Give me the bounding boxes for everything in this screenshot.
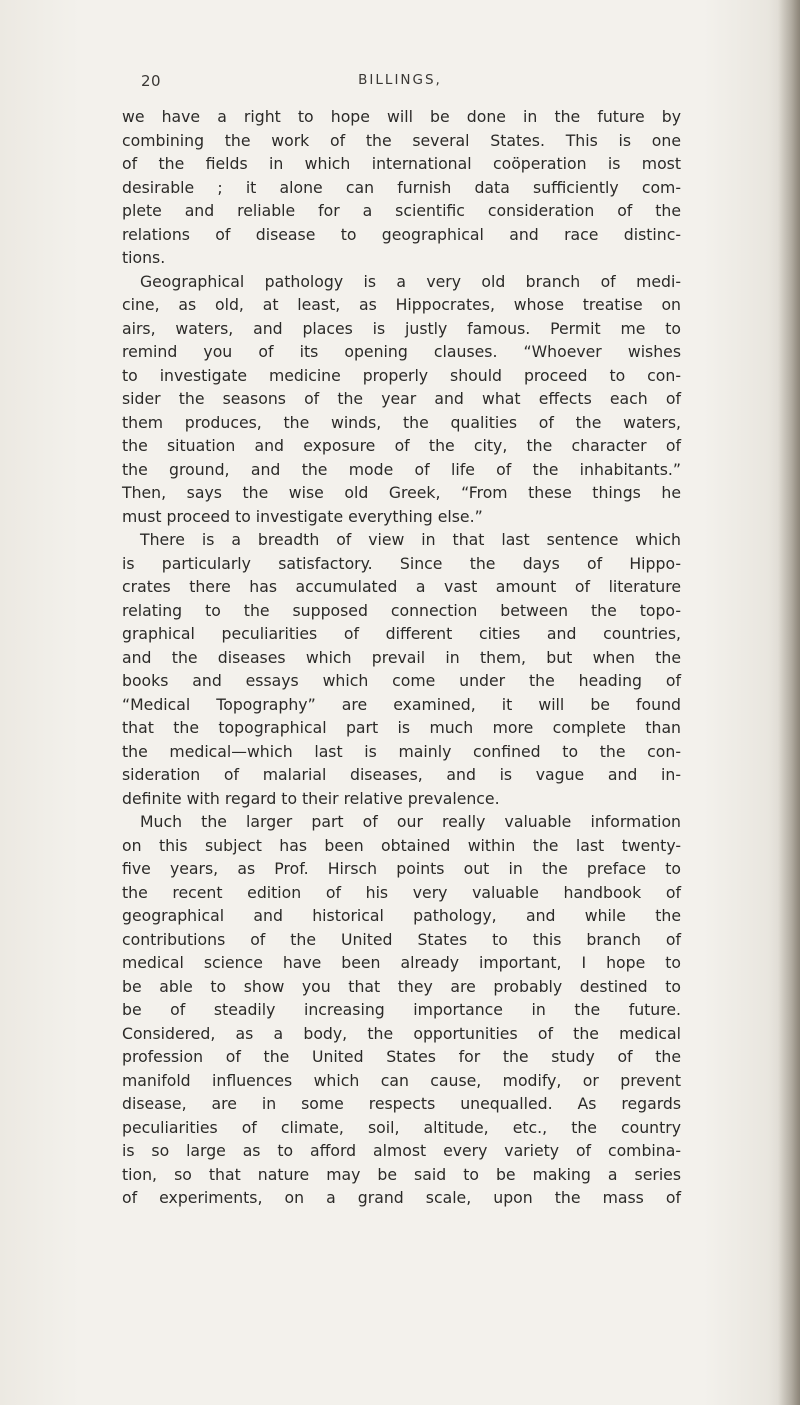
text-line: tions. bbox=[122, 248, 166, 267]
text-line: the recent edition of his very valuable handbook of bbox=[122, 882, 681, 902]
text-line: of the fields in which international coöperation is most bbox=[122, 154, 681, 173]
text-line: Considered, as a body, the opportunities of the medical bbox=[122, 1023, 681, 1043]
text-line: plete and reliable for a scientific consideration of the bbox=[122, 201, 681, 220]
text-line: relations of disease to geographical and race distinc- bbox=[122, 224, 681, 244]
text-line: sider the seasons of the year and what effects each of bbox=[122, 389, 681, 408]
text-line: graphical peculiarities of different cities and countries, bbox=[122, 624, 681, 643]
text-line: medical science have been already important, I hope to bbox=[122, 953, 681, 972]
text-line: crates there has accumulated a vast amount of literature bbox=[122, 577, 681, 596]
text-line: the situation and exposure of the city, the character of bbox=[122, 436, 681, 455]
text-line: and the diseases which prevail in them, but when the bbox=[122, 647, 681, 667]
text-line: them produces, the winds, the qualities of the waters, bbox=[122, 412, 681, 432]
text-line: There is a breadth of view in that last sentence which bbox=[140, 530, 681, 549]
text-line: relating to the supposed connection between the topo- bbox=[122, 600, 681, 620]
text-line: desirable ; it alone can furnish data sufficiently com- bbox=[122, 177, 681, 197]
page-header bbox=[0, 72, 800, 96]
text-line: tion, so that nature may be said to be making a series bbox=[122, 1164, 681, 1184]
text-line: we have a right to hope will be done in the future by bbox=[122, 107, 681, 126]
text-line: Much the larger part of our really valuable information bbox=[140, 812, 681, 831]
text-line: the ground, and the mode of life of the inhabitants.” bbox=[122, 459, 681, 479]
running-head: BILLINGS, bbox=[358, 72, 442, 88]
text-line: be able to show you that they are probably destined to bbox=[122, 976, 681, 996]
text-line: sideration of malarial diseases, and is vague and in- bbox=[122, 765, 681, 784]
page-edge-shadow bbox=[778, 0, 800, 1405]
text-line: profession of the United States for the study of the bbox=[122, 1047, 681, 1066]
text-line: that the topographical part is much more complete than bbox=[122, 718, 681, 737]
text-line: books and essays which come under the heading of bbox=[122, 671, 681, 690]
text-line: Geographical pathology is a very old branch of medi- bbox=[140, 271, 681, 291]
text-line: be of steadily increasing importance in the future. bbox=[122, 1000, 681, 1019]
text-line: cine, as old, at least, as Hippocrates, whose treatise on bbox=[122, 295, 681, 314]
text-line: to investigate medicine properly should proceed to con- bbox=[122, 365, 681, 385]
text-line: remind you of its opening clauses. “Whoever wishes bbox=[122, 342, 681, 361]
text-line: contributions of the United States to this branch of bbox=[122, 929, 681, 949]
text-line: Then, says the wise old Greek, “From these things he bbox=[122, 483, 681, 502]
text-line: is so large as to afford almost every variety of combina- bbox=[122, 1141, 681, 1160]
text-line: manifold influences which can cause, modify, or prevent bbox=[122, 1070, 681, 1090]
text-line: on this subject has been obtained within the last twenty- bbox=[122, 835, 681, 855]
text-line: geographical and historical pathology, and while the bbox=[122, 906, 681, 925]
text-line: five years, as Prof. Hirsch points out in the preface to bbox=[122, 859, 681, 878]
text-line: the medical—which last is mainly confined to the con- bbox=[122, 741, 681, 761]
text-line: “Medical Topography” are examined, it will be found bbox=[122, 694, 681, 714]
text-line: airs, waters, and places is justly famous. Permit me to bbox=[122, 318, 681, 338]
text-line: is particularly satisfactory. Since the days of Hippo- bbox=[122, 553, 681, 573]
text-line: definite with regard to their relative prevalence. bbox=[122, 788, 500, 808]
text-line: disease, are in some respects unequalled. As regards bbox=[122, 1094, 681, 1113]
text-line: peculiarities of climate, soil, altitude, etc., the country bbox=[122, 1117, 681, 1137]
page-number: 20 bbox=[141, 72, 162, 90]
text-line: combining the work of the several States. This is one bbox=[122, 130, 681, 150]
text-line: of experiments, on a grand scale, upon the mass of bbox=[122, 1188, 681, 1207]
text-line: must proceed to investigate everything else.” bbox=[122, 506, 483, 526]
body-text bbox=[122, 105, 681, 1210]
